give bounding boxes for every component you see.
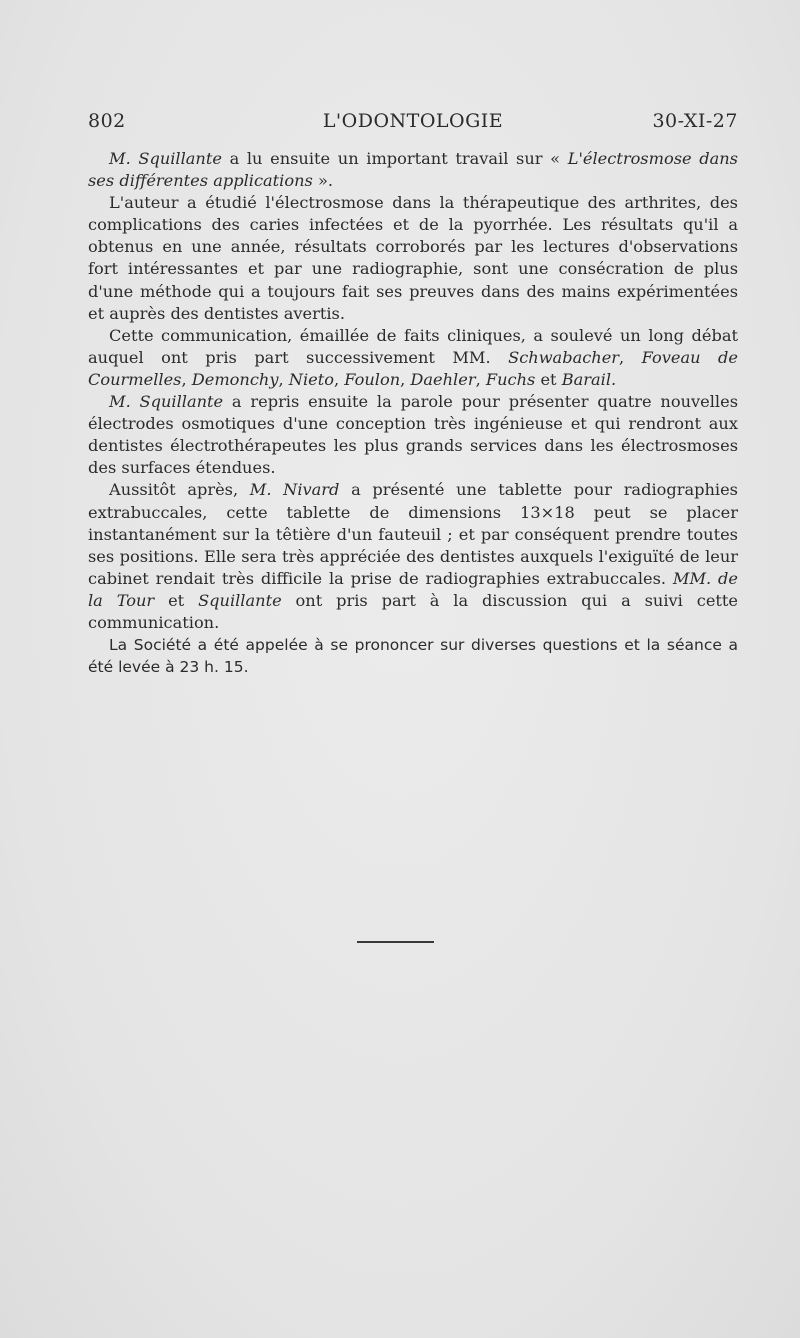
text-run: a repris ensuite la parole pour présenter quatre nouvelles électrodes osmotiques d'une conception très ingénieuse et qui rendront aux dentistes électrothérapeutes les plus grands services dans les électrosmoses des surfaces étendues. <box>88 392 738 478</box>
text-run: Cette communication, émaillée de faits cliniques, a soulevé un long débat auquel ont pris part successivement MM. <box>88 325 738 367</box>
paragraph-squillante-electrodes <box>88 391 738 479</box>
text-run: , <box>475 369 486 389</box>
closing-rule <box>357 941 434 943</box>
text-run: , <box>333 369 345 389</box>
italic-run: M. Squillante <box>109 392 224 412</box>
paragraph-communication-debat <box>88 325 738 391</box>
paragraph-nivard-tablette <box>88 479 738 634</box>
italic-run: Foulon <box>344 369 401 389</box>
italic-run: L'électrosmose dans ses différentes applications <box>88 149 738 191</box>
text-run: , <box>278 369 289 389</box>
italic-run: Schwabacher <box>508 347 620 367</box>
paragraph-seance-levee <box>88 634 738 678</box>
italic-run: Foveau de Courmelles <box>88 347 738 389</box>
text-run: , <box>400 369 411 389</box>
text-run: et <box>535 369 562 389</box>
italic-run: M. Squillante <box>109 149 222 168</box>
text-run: Aussitôt après, <box>109 480 250 500</box>
journal-title: L'ODONTOLOGIE <box>322 110 504 132</box>
paragraph-squillante-travail <box>88 148 738 192</box>
text-run: , <box>619 347 642 367</box>
italic-run: Demonchy <box>191 369 279 389</box>
text-run: a lu ensuite un important travail sur « <box>221 149 568 168</box>
running-head <box>88 110 738 136</box>
italic-run: Barail. <box>561 369 617 389</box>
page-number: 802 <box>88 110 126 132</box>
article-body <box>88 148 738 678</box>
issue-date: 30-XI-27 <box>652 110 738 132</box>
italic-run: Daehler <box>410 369 476 389</box>
italic-run: M. Nivard <box>249 480 340 500</box>
text-run: et <box>154 590 199 610</box>
text-run: ont pris part à la discussion qui a suivi cette communication. <box>88 590 738 632</box>
italic-run: Nieto <box>288 369 334 389</box>
paragraph-auteur-electrosmose <box>88 192 738 325</box>
text-run: , <box>181 369 192 389</box>
italic-run: Squillante <box>198 590 282 610</box>
text-run: La Société a été appelée à se prononcer sur diverses questions et la séance a été levée à 23 h. 15. <box>88 636 738 677</box>
italic-run: MM. de la Tour <box>88 568 738 610</box>
text-run: L'auteur a étudié l'électrosmose dans la thérapeutique des arthrites, des complications des caries infectées et de la pyorrhée. Les résultats qu'il a obtenus en une année, résultats corroborés par les lectures d'observations fort intéressantes et par une radiographie, sont une consécration de plus d'une méthode qui a toujours fait ses preuves dans des mains expérimentées et auprès des dentistes avertis. <box>88 193 738 323</box>
italic-run: Fuchs <box>485 369 536 389</box>
text-run: ». <box>312 171 334 191</box>
text-run: a présenté une tablette pour radiographies extrabuccales, cette tablette de dimensions 13×18 peut se placer instantanément sur la têtière d'un fauteuil ; et par conséquent prendre toutes ses positions. Elle sera très appréciée des dentistes auxquels l'exiguïté de leur cabinet rendait très difficile la prise de radiographies extrabuccales. <box>88 480 738 588</box>
